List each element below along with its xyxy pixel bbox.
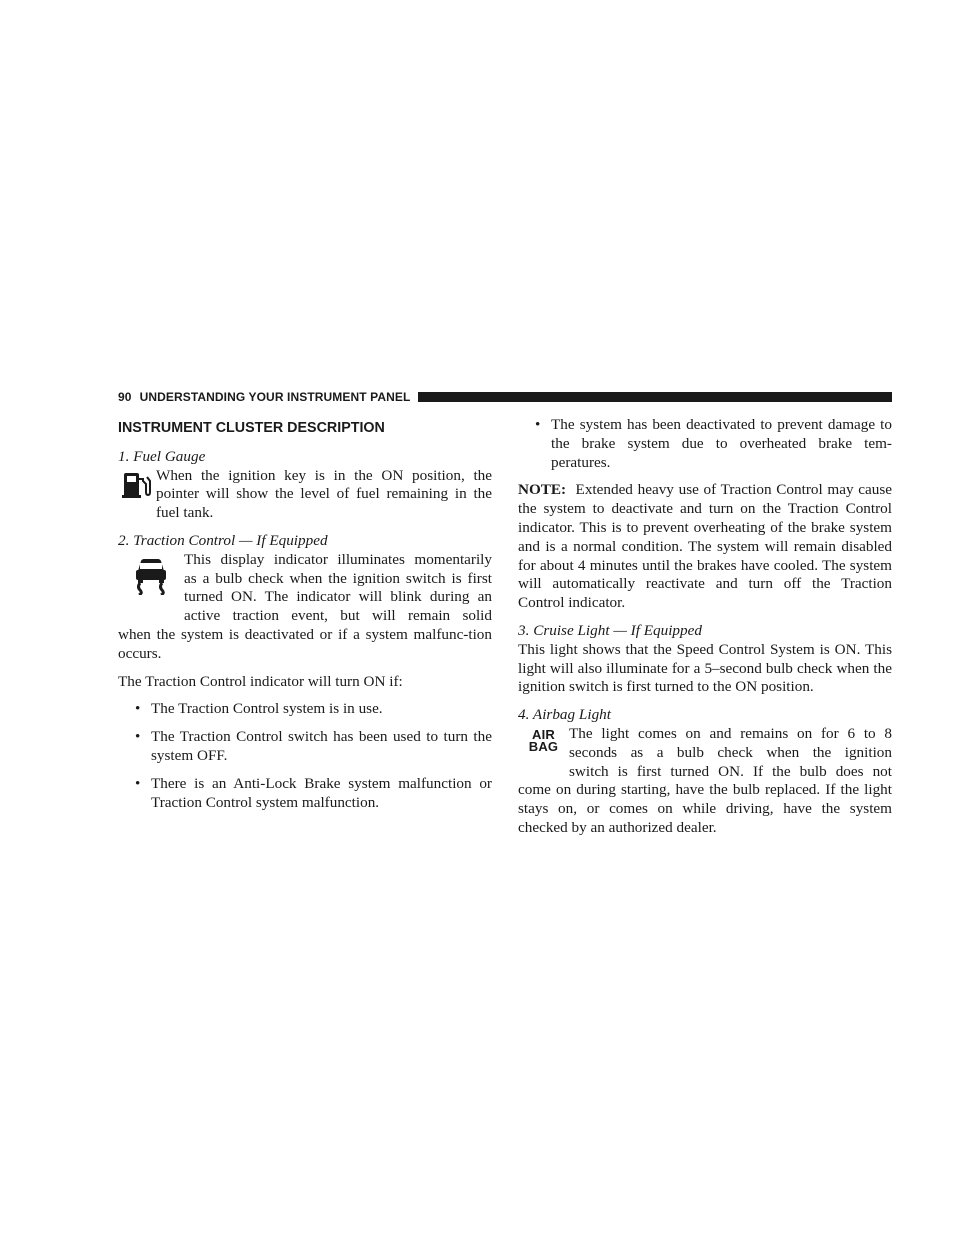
left-column	[118, 416, 492, 821]
fuel-gauge-block	[118, 467, 492, 523]
right-column	[518, 416, 892, 838]
airbag-light-heading: 4. Airbag Light	[518, 706, 611, 724]
traction-line-2: as a bulb check when the ignition switch is first	[184, 569, 492, 587]
fuel-gauge-heading: 1. Fuel Gauge	[118, 447, 206, 465]
airbag-line-1: The light comes on and remains on for 6 to 8	[569, 724, 892, 742]
traction-control-heading: 2. Traction Control — If Equipped	[118, 531, 328, 549]
page-number: 90	[118, 390, 132, 404]
page-header	[118, 389, 892, 405]
note-text: Extended heavy use of Traction Control may cause the system to deactivate and turn on the Traction Control indicator. This is to prevent overheating of the brake system and is a normal condition. The system will remain disabled for about 4 minutes until the brakes have cooled. The system will automatically reactivate and turn off the Traction Control indicator.	[518, 481, 892, 612]
note-label: NOTE:	[518, 481, 567, 499]
traction-control-text-wrapped	[184, 551, 492, 626]
list-item: • There is an Anti-Lock Brake system malfunction or Traction Control system malfunction.	[118, 775, 492, 813]
traction-control-intro: The Traction Control indicator will turn ON if:	[118, 672, 403, 690]
airbag-line-2: seconds as a bulb check when the ignition	[569, 743, 892, 761]
traction-line-3: turned ON. The indicator will blink during an	[184, 588, 492, 606]
traction-line-1: This display indicator illuminates momentarily	[184, 550, 492, 568]
fuel-gauge-text: When the ignition key is in the ON position, the pointer will show the level of fuel remaining in the fuel tank.	[156, 466, 492, 522]
section-title: INSTRUMENT CLUSTER DESCRIPTION	[118, 420, 385, 436]
fuel-pump-icon	[118, 467, 156, 499]
airbag-light-text-rest: come on during starting, have the bulb replaced. If the light stays on, or comes on while driving, have the system checked by an authorized dealer.	[518, 781, 892, 836]
traction-line-4: active traction event, but will remain solid	[184, 607, 492, 625]
note-paragraph	[518, 481, 892, 613]
list-item: • The system has been deactivated to prevent damage to the brake system due to overheated brake tem-peratures.	[518, 416, 892, 472]
list-item: • The Traction Control system is in use.	[118, 700, 492, 719]
airbag-light-block	[518, 725, 892, 781]
running-title: UNDERSTANDING YOUR INSTRUMENT PANEL	[139, 390, 411, 404]
traction-control-icon	[118, 551, 184, 595]
list-item: • The Traction Control switch has been used to turn the system OFF.	[118, 728, 492, 766]
airbag-icon-line1: AIR	[532, 726, 555, 742]
traction-control-conditions-continued	[518, 416, 892, 472]
airbag-light-text-wrapped	[569, 725, 892, 781]
airbag-line-3: switch is first turned ON. If the bulb does not	[569, 762, 892, 780]
cruise-light-heading: 3. Cruise Light — If Equipped	[518, 621, 702, 639]
header-rule	[418, 392, 892, 402]
traction-control-conditions	[118, 700, 492, 812]
airbag-icon-line2: BAG	[528, 738, 559, 754]
cruise-light-text: This light shows that the Speed Control System is ON. This light will also illuminate for a 5–second bulb check when the ignition switch is first turned to the ON position.	[518, 640, 892, 696]
airbag-icon	[518, 725, 569, 753]
traction-control-text-rest: when the system is deactivated or if a system malfunc-tion occurs.	[118, 625, 492, 662]
traction-control-block	[118, 551, 492, 626]
